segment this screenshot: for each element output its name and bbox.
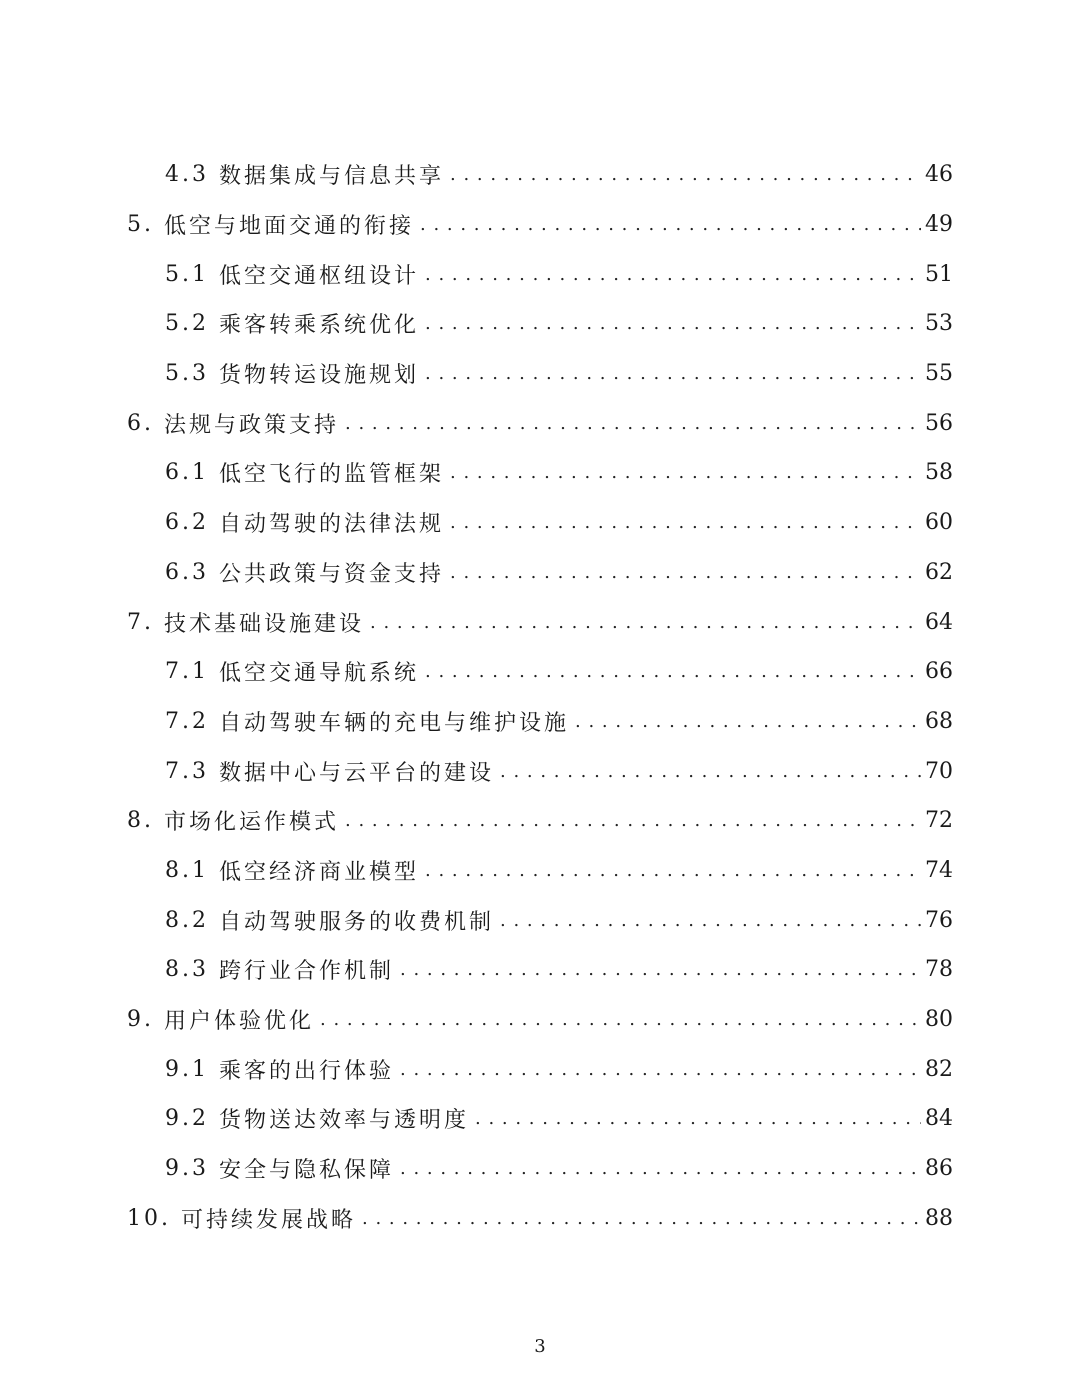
toc-dot-leader — [320, 1009, 921, 1030]
toc-entry[interactable] — [0, 349, 1080, 399]
toc-entry-number: 9.1 — [165, 1056, 209, 1082]
toc-dot-leader — [500, 910, 921, 931]
toc-entry[interactable] — [0, 548, 1080, 598]
toc-entry-title: 跨行业合作机制 — [219, 959, 395, 985]
toc-entry[interactable] — [0, 200, 1080, 250]
toc-entry-page: 49 — [925, 212, 953, 238]
toc-entry-number: 8.3 — [165, 957, 209, 983]
toc-dot-leader — [425, 363, 921, 384]
toc-entry-page: 80 — [925, 1007, 953, 1033]
page-number: 3 — [534, 1336, 546, 1357]
toc-entry[interactable] — [0, 1144, 1080, 1194]
toc-entry-title: 公共政策与资金支持 — [219, 561, 445, 587]
toc-dot-leader — [400, 1059, 921, 1080]
toc-entry-number: 4.3 — [165, 162, 209, 188]
toc-entry-number: 6.3 — [165, 559, 209, 585]
toc-entry-number: 5. — [127, 212, 154, 238]
toc-entry[interactable] — [0, 498, 1080, 548]
toc-entry-page: 56 — [925, 410, 953, 436]
toc-dot-leader — [500, 761, 921, 782]
toc-entry-page: 62 — [925, 559, 953, 585]
toc-entry-page: 78 — [925, 957, 953, 983]
toc-entry-page: 84 — [925, 1106, 953, 1132]
toc-entry-number: 6.1 — [165, 460, 209, 486]
toc-entry-title: 可持续发展战略 — [181, 1207, 357, 1233]
toc-entry-number: 5.3 — [165, 361, 209, 387]
toc-entry[interactable] — [0, 1044, 1080, 1094]
toc-entry-page: 58 — [925, 460, 953, 486]
toc-entry-title: 低空与地面交通的衔接 — [164, 214, 415, 240]
toc-entry-page: 76 — [925, 907, 953, 933]
toc-entry-title: 法规与政策支持 — [164, 412, 340, 438]
toc-entry[interactable] — [0, 448, 1080, 498]
toc-entry-title: 低空经济商业模型 — [219, 859, 420, 885]
toc-dot-leader — [575, 711, 921, 732]
toc-entry-page: 70 — [925, 758, 953, 784]
toc-entry[interactable] — [0, 945, 1080, 995]
toc-entry-number: 7.2 — [165, 708, 209, 734]
toc-entry-title: 安全与隐私保障 — [219, 1158, 395, 1184]
toc-entry-page: 55 — [925, 361, 953, 387]
toc-entry-page: 74 — [925, 857, 953, 883]
toc-entry-number: 9.3 — [165, 1156, 209, 1182]
toc-entry-title: 乘客的出行体验 — [219, 1058, 395, 1084]
toc-entry-title: 数据集成与信息共享 — [219, 164, 445, 190]
toc-entry-number: 6.2 — [165, 510, 209, 536]
toc-entry-page: 66 — [925, 659, 953, 685]
toc-entry-page: 46 — [925, 162, 953, 188]
toc-dot-leader — [425, 860, 921, 881]
toc-entry[interactable] — [0, 796, 1080, 846]
toc-dot-leader — [450, 562, 921, 583]
toc-entry-title: 用户体验优化 — [164, 1009, 315, 1035]
toc-entry-number: 7. — [127, 609, 154, 635]
toc-entry-title: 低空交通导航系统 — [219, 661, 420, 687]
toc-entry-page: 53 — [925, 311, 953, 337]
toc-entry[interactable] — [0, 398, 1080, 448]
toc-entry-number: 8.2 — [165, 907, 209, 933]
toc-entry[interactable] — [0, 746, 1080, 796]
toc-entry-title: 数据中心与云平台的建设 — [219, 760, 495, 786]
table-of-contents — [0, 150, 1080, 1243]
toc-entry-number: 5.2 — [165, 311, 209, 337]
toc-entry-number: 9.2 — [165, 1106, 209, 1132]
toc-dot-leader — [370, 612, 921, 633]
toc-entry-page: 82 — [925, 1056, 953, 1082]
toc-dot-leader — [450, 512, 921, 533]
toc-entry-title: 自动驾驶的法律法规 — [219, 512, 445, 538]
toc-entry-page: 60 — [925, 510, 953, 536]
toc-entry-title: 低空飞行的监管框架 — [219, 462, 445, 488]
toc-dot-leader — [420, 214, 921, 235]
toc-entry-title: 货物送达效率与透明度 — [219, 1108, 470, 1134]
toc-entry[interactable] — [0, 249, 1080, 299]
toc-entry-number: 9. — [127, 1007, 154, 1033]
toc-entry-page: 72 — [925, 808, 953, 834]
toc-entry[interactable] — [0, 846, 1080, 896]
toc-entry-number: 8. — [127, 808, 154, 834]
toc-dot-leader — [450, 164, 921, 185]
toc-dot-leader — [345, 413, 921, 434]
toc-entry-title: 乘客转乘系统优化 — [219, 313, 420, 339]
toc-entry-number: 7.3 — [165, 758, 209, 784]
toc-dot-leader — [450, 462, 921, 483]
toc-dot-leader — [362, 1208, 921, 1229]
toc-entry[interactable] — [0, 895, 1080, 945]
toc-entry-number: 7.1 — [165, 659, 209, 685]
toc-entry-page: 86 — [925, 1156, 953, 1182]
toc-entry-page: 88 — [925, 1205, 953, 1231]
toc-entry[interactable] — [0, 150, 1080, 200]
toc-entry-title: 技术基础设施建设 — [164, 611, 365, 637]
toc-entry-number: 8.1 — [165, 857, 209, 883]
toc-entry-number: 6. — [127, 410, 154, 436]
toc-entry[interactable] — [0, 995, 1080, 1045]
toc-entry[interactable] — [0, 1094, 1080, 1144]
toc-entry-title: 自动驾驶服务的收费机制 — [219, 909, 495, 935]
toc-entry-title: 低空交通枢纽设计 — [219, 263, 420, 289]
toc-entry-title: 货物转运设施规划 — [219, 363, 420, 389]
toc-dot-leader — [425, 313, 921, 334]
toc-entry[interactable] — [0, 1193, 1080, 1243]
toc-entry-page: 68 — [925, 708, 953, 734]
toc-entry-title: 自动驾驶车辆的充电与维护设施 — [219, 710, 570, 736]
toc-entry-page: 64 — [925, 609, 953, 635]
toc-entry-number: 5.1 — [165, 261, 209, 287]
toc-entry[interactable] — [0, 597, 1080, 647]
toc-dot-leader — [400, 1158, 921, 1179]
toc-entry-number: 10. — [127, 1205, 171, 1231]
toc-dot-leader — [345, 810, 921, 831]
toc-entry[interactable] — [0, 647, 1080, 697]
toc-entry[interactable] — [0, 697, 1080, 747]
toc-dot-leader — [425, 264, 921, 285]
toc-dot-leader — [475, 1108, 921, 1129]
toc-dot-leader — [425, 661, 921, 682]
toc-entry[interactable] — [0, 299, 1080, 349]
toc-entry-title: 市场化运作模式 — [164, 810, 340, 836]
toc-entry-page: 51 — [925, 261, 953, 287]
toc-dot-leader — [400, 959, 921, 980]
